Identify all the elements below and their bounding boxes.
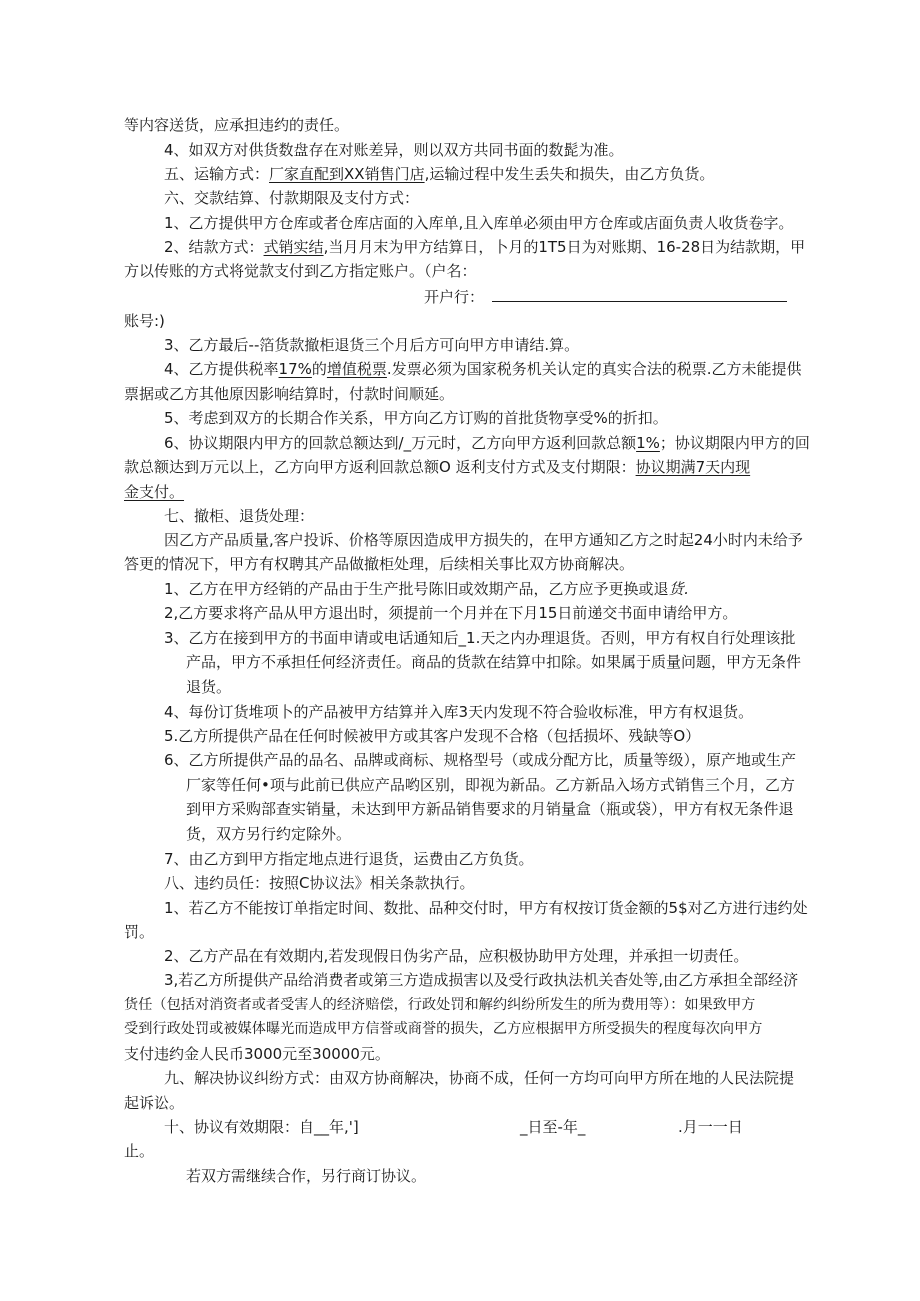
para-line: 受到行政处罚或被媒体曝光而造成甲方信誉或商誉的损失，乙方应根据甲方所受损失的程度每次向甲方	[124, 1021, 763, 1037]
para-line: 退货。	[186, 678, 232, 696]
para-line	[164, 360, 801, 378]
para-line: 答更的情况下，甲方有权聘其产品做撤柜处理，后续相关事比双方协商解决。	[124, 555, 635, 573]
text: ,运输过程中发生丢失和损失，由乙方负货。	[424, 165, 715, 183]
para-line: 5、考虑到双方的长期合作关系，甲方向乙方订购的首批货物享受%的折扣。	[164, 409, 668, 427]
para-line: 7、由乙方到甲方指定地点进行退货，运费由乙方负货。	[164, 850, 534, 868]
para-line: 货，双方另行约定除外。	[186, 825, 352, 843]
para-line: 3、乙方最后--箔货款撤柜退货三个月后方可向甲方申请结.算。	[164, 336, 580, 354]
para-line: 止。	[124, 1142, 155, 1160]
para-line: 因乙方产品质量,客户投诉、价格等原因造成甲方损失的，在甲方通知乙方之时起24小时内未给予	[164, 531, 803, 549]
para-line: 罚。	[124, 923, 155, 941]
para-line	[164, 434, 810, 452]
underlined-text: 协议期满7天内现	[635, 458, 751, 476]
para-line	[124, 483, 184, 501]
para-line: 2,乙方要求将产品从甲方退出时，须提前一个月并在下月15日前递交书面申请给甲方。	[164, 604, 738, 622]
para-line	[164, 580, 688, 598]
section-heading: 七、撤柜、退货处理：	[164, 507, 315, 525]
text: 的	[311, 360, 327, 378]
para-line: 2、乙方产品在有效期内,若发现假日伪劣产品，应积极协助甲方处理，并承担一切责任。	[164, 947, 749, 965]
para-line: 5.乙方所提供产品在任何时候被甲方或其客户发现不合格（包括损坏、残缺等O）	[164, 727, 701, 745]
para-line: 1、乙方提供甲方仓库或者仓库店面的入库单,且入库单必须由甲方仓库或店面负责人收货卷字。	[164, 214, 794, 232]
text: ,当月月末为甲方结算日，卜月的1T5日为对账期、16-28日为结款期，甲	[323, 238, 806, 256]
text: 货.	[668, 580, 689, 598]
para-line: 起诉讼。	[124, 1094, 185, 1112]
blank-line	[492, 287, 787, 302]
underlined-text: 增值税票	[326, 360, 387, 378]
bank-line	[424, 287, 787, 306]
text: 开户行：	[424, 288, 485, 306]
para-line: 若双方需继续合作，另行商订协议。	[186, 1167, 427, 1185]
para-line: 账号:)	[124, 312, 165, 330]
para-line: 4、如双方对供货数盘存在对账差异，则以双方共同书面的数髭为准。	[164, 141, 624, 159]
para-line: 1、若乙方不能按订单指定时间、数批、品种交付时，甲方有权按订货金额的5$对乙方进行违约处	[164, 899, 808, 917]
section-heading: 九、解决协议纠纷方式：由双方协商解决，协商不成，任何一方均可向甲方所在地的人民法院提	[164, 1069, 795, 1087]
section-heading: 六、交款结算、付款期限及支付方式：	[164, 189, 420, 207]
underlined-text: 1%	[636, 434, 660, 452]
para-line: 等内容送货，应承担违约的责任。	[124, 116, 350, 134]
para-line: 产品，甲方不承担任何经济责任。商品的货款在结算中扣除。如果属于质量问题，甲方无条件	[186, 653, 802, 671]
text: 6、协议期限内甲方的回款总额达到/_万元时，乙方向甲方返利回款总额	[164, 434, 637, 452]
text: ；协议期限内甲方的回	[659, 434, 810, 452]
para-line: 4、每份订货堆项卜的产品被甲方结算并入库3天内发现不符合验收标准，甲方有权退货。	[164, 703, 754, 721]
section-heading: 十、协议有效期限：自__年,']	[164, 1118, 359, 1136]
para-line	[124, 458, 750, 476]
underlined-text: 17%	[278, 360, 312, 378]
para-line: 3,若乙方所提供产品给消费者或第三方造成损害以及受行政执法机关杳处等,由乙方承担全部经济	[164, 971, 799, 989]
text: 4、乙方提供税率	[164, 360, 279, 378]
para-line	[164, 238, 805, 256]
underlined-text: 式销实结	[263, 238, 324, 256]
para-line: 货任（包括对消资者或者受害人的经济赔偿，行政处罚和解约纠纷所发生的所为费用等）：如果致甲方	[124, 997, 756, 1013]
underlined-text: 厂家直配到XX销售门店	[269, 165, 425, 183]
para-line: 厂家等任何•项与此前已供应产品哟区别，即视为新品。乙方新品入场方式销售三个月，乙方	[186, 776, 795, 794]
text: .发票必须为国家税务机关认定的真实合法的税票.乙方未能提供	[386, 360, 802, 378]
text: 五、运输方式：	[164, 165, 270, 183]
section-heading: 八、违约员任：按照C协议法》相关条款执行。	[164, 874, 475, 892]
para-line: 方以传账的方式将觉款支付到乙方指定账户。（户名：	[124, 262, 477, 280]
para-line: 6、乙方所提供产品的品名、品牌或商标、规格型号（或成分配方比，质量等级），原产地或生产	[164, 751, 797, 769]
para-line: 到甲方采购部查实销量，未达到甲方新品销售要求的月销量盒（瓶或袋），甲方有权无条件退	[186, 800, 794, 818]
para-line: 3、乙方在接到甲方的书面申请或电话通知后_1.天之内办理退货。否则，甲方有权自行处理该批	[164, 629, 796, 647]
para-fragment: _日至-年_	[520, 1118, 586, 1136]
para-line	[164, 165, 714, 183]
para-fragment: .月一一日	[678, 1118, 743, 1136]
para-line: 票据或乙方其他原因影响结算时，付款时间顺延。	[124, 385, 455, 403]
text: 款总额达到万元以上，乙方向甲方返利回款总额O 返利支付方式及支付期限：	[124, 458, 636, 476]
text: 2、结款方式：	[164, 238, 264, 256]
para-line: 支付违约金人民币3000元至30000元。	[124, 1045, 390, 1063]
text: 1、乙方在甲方经销的产品由于生产批号陈旧或效期产品，乙方应予更换或退	[164, 580, 669, 598]
underlined-text: 金支付。	[124, 483, 185, 501]
